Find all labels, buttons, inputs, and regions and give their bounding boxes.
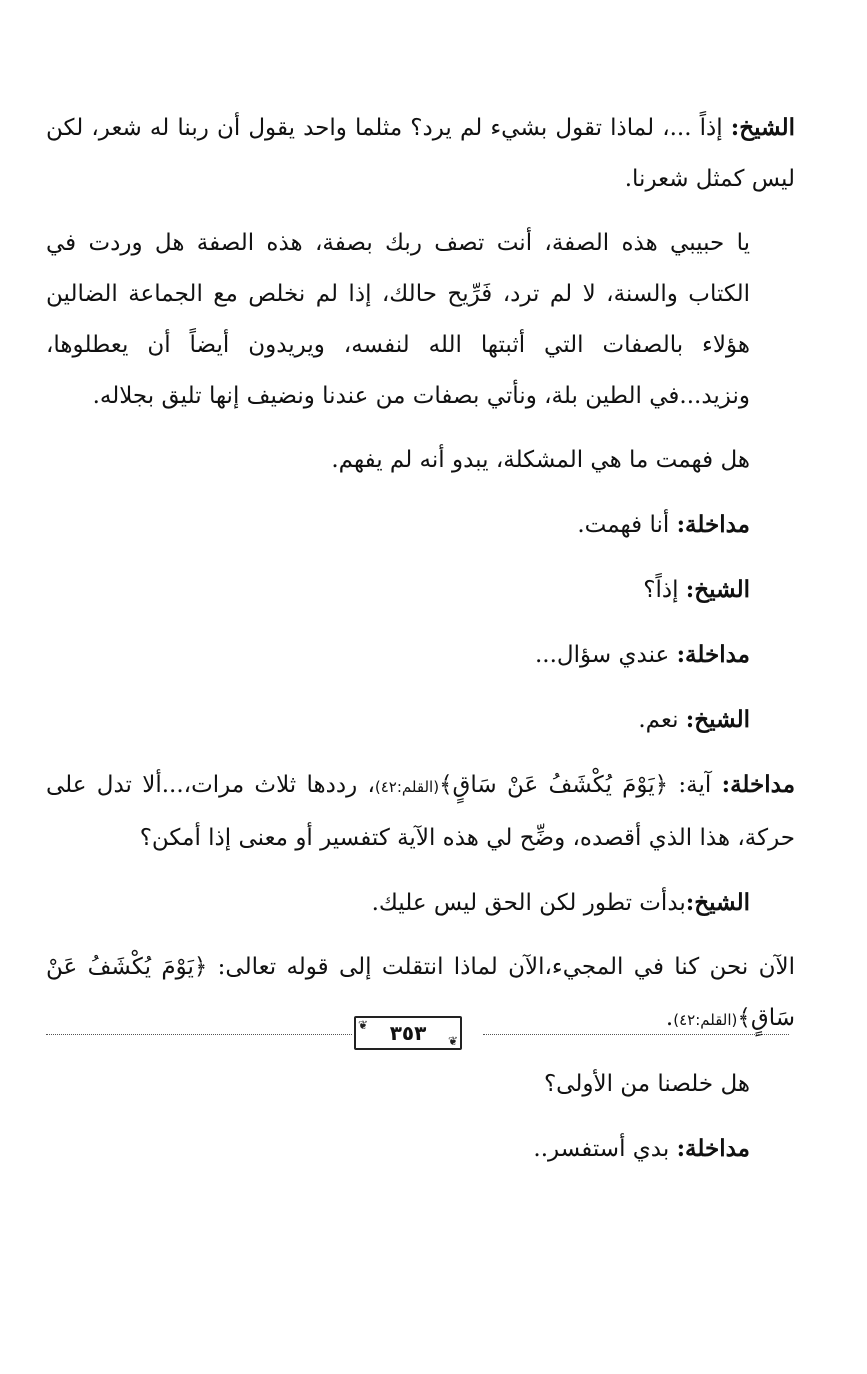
paragraph-text: إذاً ...، لماذا تقول بشيء لم يرد؟ مثلما واحد يقول أن ربنا له شعر، لكن ليس كمثل شعرنا. <box>46 115 795 192</box>
ornament-icon: ❦ <box>358 1018 369 1032</box>
speaker-label: مداخلة: <box>676 1135 750 1162</box>
quran-verse: يَوْمَ يُكْشَفُ عَنْ سَاقٍ <box>46 954 795 1031</box>
paragraph-text: آية: <box>668 772 722 798</box>
quran-verse: يَوْمَ يُكْشَفُ عَنْ سَاقٍ <box>452 772 655 798</box>
paragraph-text: بدأت تطور لكن الحق ليس عليك. <box>371 890 686 916</box>
footer-rule-left <box>46 1034 352 1035</box>
paragraph <box>46 564 795 616</box>
paragraph-text: الآن نحن كنا في المجيء،الآن لماذا انتقلت إلى قوله تعالى: <box>207 954 795 980</box>
paragraph-text: بدي أستفسر.. <box>533 1136 677 1162</box>
paragraph <box>46 694 795 746</box>
paragraph-text: إذاً؟ <box>643 577 686 603</box>
paragraph-text: أنا فهمت. <box>577 512 677 538</box>
speaker-label: مداخلة: <box>676 511 750 538</box>
paragraph <box>46 629 795 681</box>
speaker-label: الشيخ: <box>685 706 750 733</box>
speaker-label: مداخلة: <box>676 641 750 668</box>
ayah-open-bracket: ﴿ <box>654 772 669 798</box>
paragraph <box>46 102 795 205</box>
page-footer <box>46 1014 789 1054</box>
speaker-label: الشيخ: <box>685 889 750 916</box>
paragraph-text: عندي سؤال... <box>535 642 677 668</box>
ayah-open-bracket: ﴿ <box>193 954 208 980</box>
page-number: ٣٥٣ <box>389 1021 427 1045</box>
ornament-icon: ❦ <box>447 1034 458 1048</box>
paragraph <box>46 435 795 486</box>
paragraph <box>46 1123 795 1175</box>
verse-reference: (القلم:٤٢) <box>673 1011 738 1029</box>
ayah-close-bracket: ﴾ <box>737 1005 751 1031</box>
paragraph <box>46 877 795 929</box>
paragraph <box>46 1059 795 1110</box>
speaker-label: الشيخ: <box>730 114 795 141</box>
paragraph-with-ayah <box>46 759 795 864</box>
footer-rule-right <box>483 1034 789 1035</box>
paragraph-text: ، رددها ثلاث مرات،...ألا تدل على حركة، هذا الذي أقصده، وضِّح لي هذه الآية كتفسير أو معنى إذا أمكن؟ <box>46 772 795 851</box>
paragraph-text: يا حبيبي هذه الصفة، أنت تصف ربك بصفة، هذه الصفة هل وردت في الكتاب والسنة، لا لم ترد، فَرِّيح حالك، إذا لم نخلص مع الجماعة الضالين هؤلاء بالصفات التي أثبتها الله لنفسه، ويريدون أيضاً أن يعطلوها، ونزيد...في الطين بلة، ونأتي بصفات من عندنا ونضيف إنها تليق بجلاله. <box>46 230 750 409</box>
page-number-box <box>354 1016 462 1050</box>
speaker-label: الشيخ: <box>685 576 750 603</box>
paragraph-text: . <box>665 1005 674 1031</box>
verse-reference: (القلم:٤٢) <box>374 778 440 796</box>
paragraph-text: نعم. <box>638 707 686 733</box>
paragraph <box>46 499 795 551</box>
ayah-close-bracket: ﴾ <box>439 772 453 798</box>
paragraph-text: هل فهمت ما هي المشكلة، يبدو أنه لم يفهم. <box>331 447 750 473</box>
speaker-label: مداخلة: <box>721 771 796 798</box>
paragraph-text: هل خلصنا من الأولى؟ <box>543 1071 750 1097</box>
paragraph <box>46 218 795 422</box>
